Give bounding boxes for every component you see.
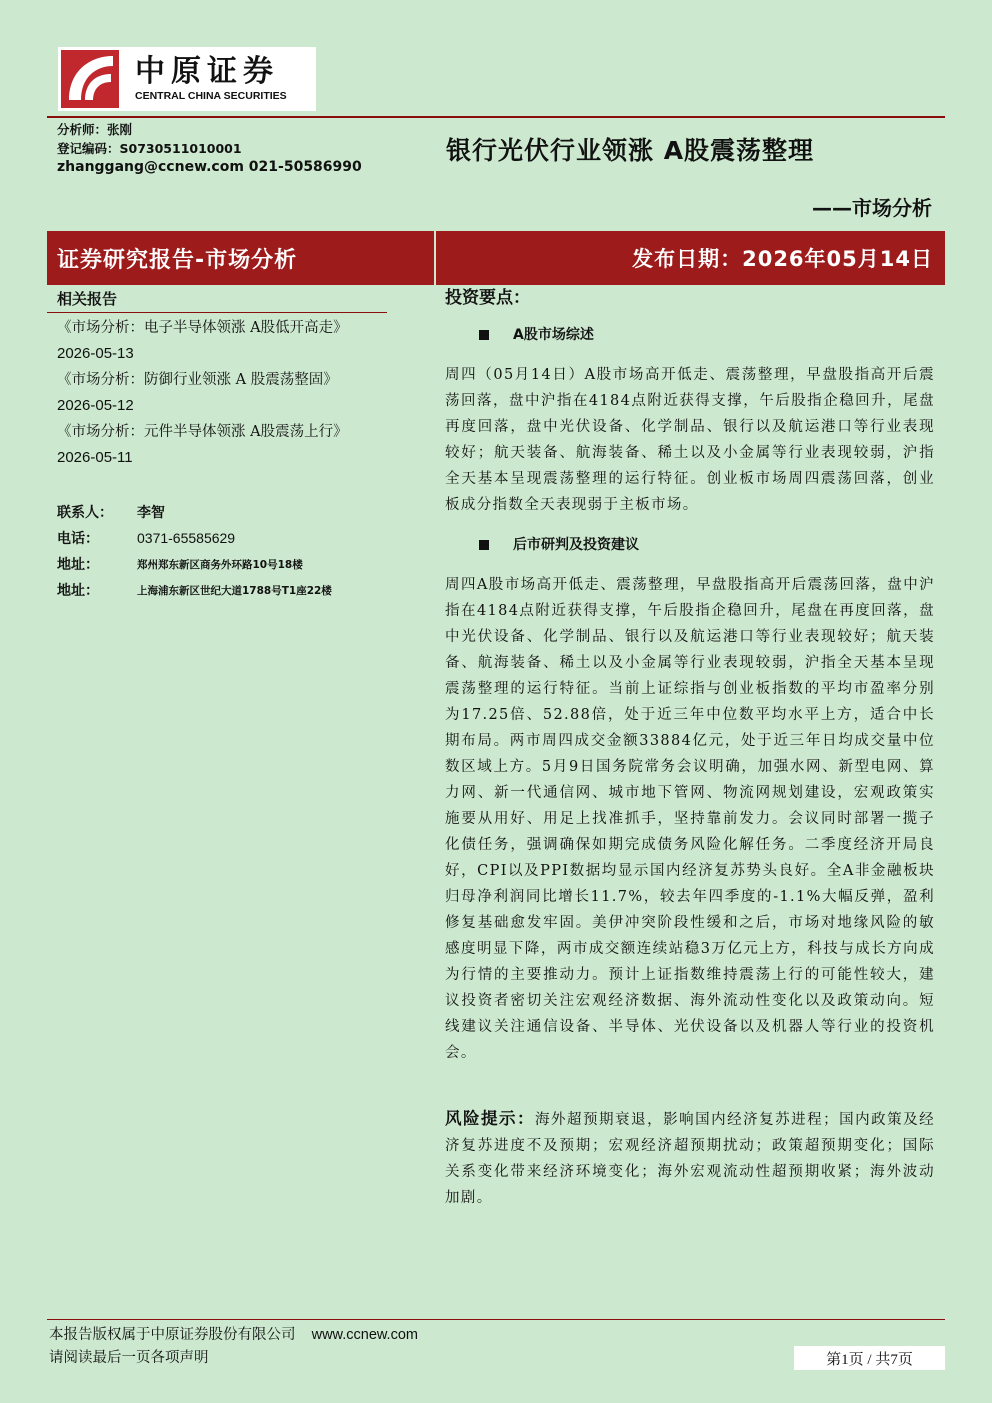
- logo-name-cn: 中原证券: [135, 54, 279, 89]
- related-reports-heading: 相关报告: [57, 290, 118, 308]
- risk-warning-text: 海外超预期衰退，影响国内经济复苏进程；国内政策及经济复苏进度不及预期；宏观经济超预期扰动；政策超预期变化；国际关系变化带来经济环境变化；海外宏观流动性超预期收紧；海外波动加剧。: [445, 1112, 936, 1206]
- page-number: 第1页 / 共7页: [794, 1346, 945, 1370]
- company-logo: [58, 47, 316, 111]
- outlook-text: 周四A股市场高开低走、震荡整理，早盘股指高开后震荡回落，盘中沪指在4184点附近获得支撑，午后股指企稳回升，尾盘在再度回落，盘中光伏设备、化学制品、银行以及航运港口等行业表现较好；航天装备、航海装备、稀土以及小金属等行业表现较弱，沪指全天基本呈现震荡整理的运行特征。当前上证综指与创业板指数的平均市盈率分别为17.25倍、52.88倍，处于近三年中位数平均水平上方，适合中长期布局。两市周四成交金额33884亿元，处于近三年日均成交量中位数区域上方。5月9日国务院常务会议明确，加强水网、新型电网、算力网、新一代通信网、城市地下管网、物流网规划建设，宏观政策实施要从用好、用足上找准抓手，坚持靠前发力。会议同时部署一揽子化债任务，强调确保如期完成债务风险化解任务。二季度经济开局良好，CPI以及PPI数据均显示国内经济复苏势头良好。全A非金融板块归母净利润同比增长11.7%，较去年四季度的-1.1%大幅反弹，盈利修复基础愈发牢固。美伊冲突阶段性缓和之后，市场对地缘风险的敏感度明显下降，两市成交额连续站稳3万亿元上方，科技与成长方向成为行情的主要推动力。预计上证指数维持震荡上行的可能性较大，建议投资者密切关注宏观经济数据、海外流动性变化以及政策动向。短线建议关注通信设备、半导体、光伏设备以及机器人等行业的投资机会。: [445, 577, 935, 1061]
- contact-phone: 0371-65585629: [137, 530, 236, 546]
- risk-warning: [445, 1106, 935, 1211]
- contact-phone-label: 电话：: [57, 531, 99, 547]
- market-review-title: A股市场综述: [513, 327, 594, 343]
- bullet-square-icon: [479, 540, 489, 550]
- market-review-text: 周四（05月14日）A股市场高开低走、震荡整理，早盘股指高开后震荡回落，盘中沪指在4184点附近获得支撑，午后股指企稳回升，尾盘再度回落，盘中光伏设备、化学制品、银行以及航运港口等行业表现较好；航天装备、航海装备、稀土以及小金属等行业表现较弱，沪指全天基本呈现震荡整理的运行特征。创业板市场周四震荡回落，创业板成分指数全天表现弱于主板市场。: [445, 367, 935, 513]
- analyst-name: 分析师：张刚: [57, 122, 133, 137]
- contact-address-label: 地址：: [57, 583, 99, 599]
- related-report-item[interactable]: [57, 419, 397, 471]
- header-rule: [47, 116, 945, 118]
- contact-address-row: [57, 551, 397, 577]
- related-report-title[interactable]: 《市场分析：防御行业领涨 A 股震荡整固》: [57, 372, 338, 388]
- bullet-square-icon: [479, 330, 489, 340]
- footer-copyright: 本报告版权属于中原证券股份有限公司 www.ccnew.com: [49, 1327, 418, 1343]
- report-title: 银行光伏行业领涨 A股震荡整理: [446, 136, 815, 165]
- contact-person-label: 联系人：: [57, 505, 113, 521]
- report-subtitle: ——市场分析: [812, 196, 932, 220]
- analyst-registration: 登记编码：S0730511010001: [57, 141, 242, 156]
- related-report-date: 2026-05-12: [57, 397, 134, 414]
- analyst-info: [57, 120, 362, 177]
- market-review-heading: [445, 322, 935, 348]
- related-report-item[interactable]: [57, 367, 397, 419]
- logo-name-en: CENTRAL CHINA SECURITIES: [135, 90, 287, 102]
- related-report-title[interactable]: 《市场分析：电子半导体领涨 A股低开高走》: [57, 320, 348, 336]
- contact-person: 李智: [137, 505, 165, 521]
- risk-warning-label: 风险提示：: [445, 1109, 536, 1128]
- investment-highlights-heading: 投资要点：: [445, 288, 530, 308]
- report-category: 证券研究报告-市场分析: [57, 248, 298, 273]
- related-report-date: 2026-05-11: [57, 449, 133, 466]
- banner-divider: [434, 231, 436, 285]
- contact-address-shanghai: 上海浦东新区世纪大道1788号T1座22楼: [137, 584, 332, 597]
- related-rule: [47, 312, 387, 313]
- related-report-item[interactable]: [57, 315, 397, 367]
- footer-rule: [47, 1319, 945, 1320]
- contact-person-row: [57, 499, 397, 525]
- sidebar: [57, 288, 397, 603]
- company-logo-icon: [61, 50, 119, 108]
- publish-date: 发布日期：2026年05月14日: [632, 247, 933, 271]
- footer-disclaimer-note: 请阅读最后一页各项声明: [49, 1350, 209, 1366]
- contact-address-zhengzhou: 郑州郑东新区商务外环路10号18楼: [137, 558, 303, 571]
- contact-phone-row: [57, 525, 397, 551]
- contact-address-label: 地址：: [57, 557, 99, 573]
- outlook-title: 后市研判及投资建议: [513, 537, 639, 553]
- related-report-date: 2026-05-13: [57, 345, 134, 362]
- footer: [49, 1324, 418, 1370]
- related-report-title[interactable]: 《市场分析：元件半导体领涨 A股震荡上行》: [57, 424, 348, 440]
- outlook-heading: [445, 532, 935, 558]
- analyst-contact: zhanggang@ccnew.com 021-50586990: [57, 159, 362, 175]
- report-banner: [47, 231, 945, 285]
- contact-address-row: [57, 577, 397, 603]
- main-content: [445, 286, 935, 1211]
